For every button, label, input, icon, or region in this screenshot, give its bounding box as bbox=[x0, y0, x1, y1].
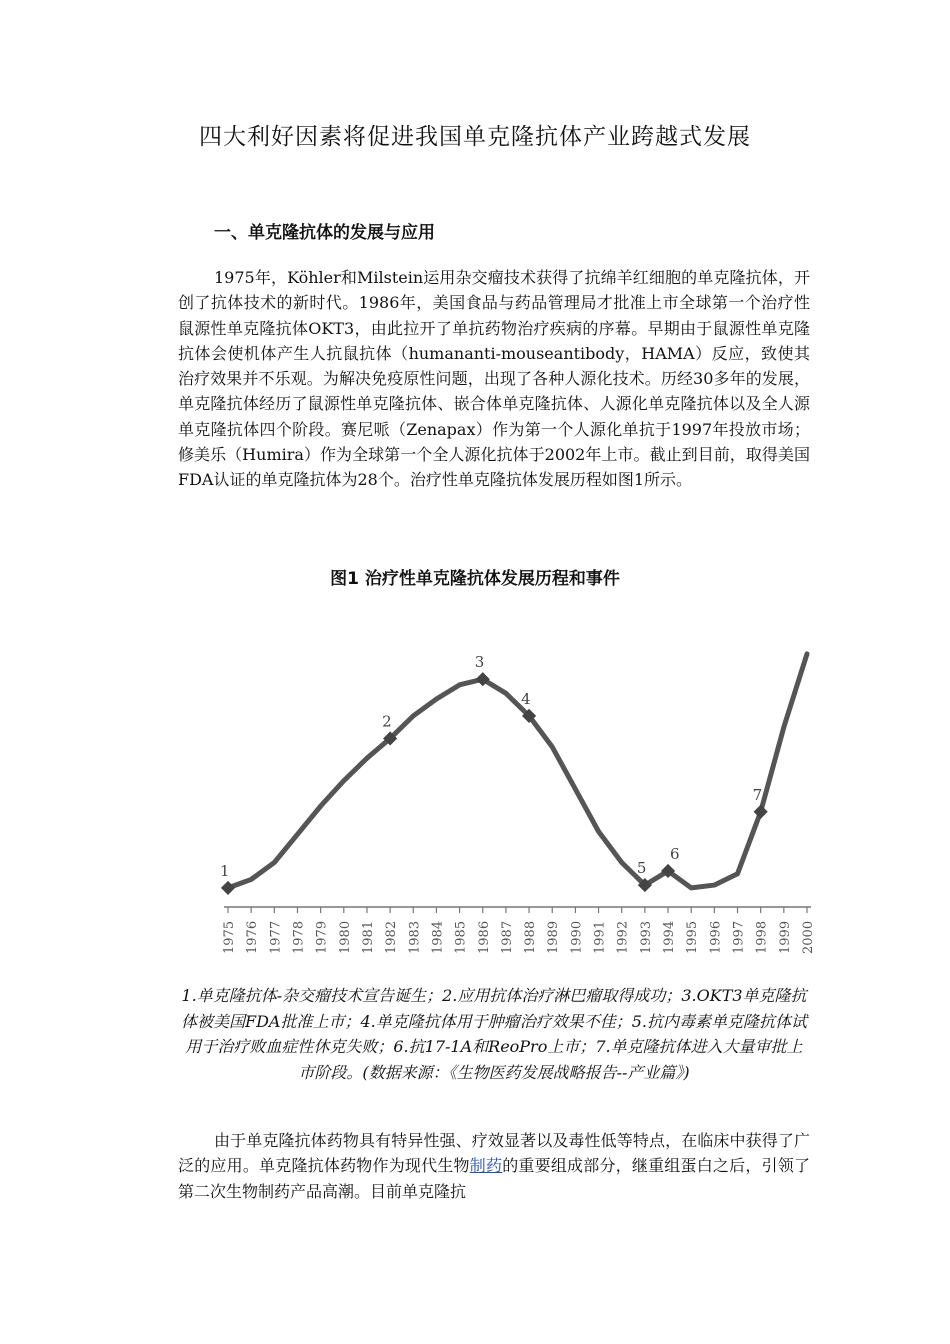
x-tick-label: 1994 bbox=[662, 920, 678, 954]
paragraph-2-text-start: 由于单克隆抗体药物具有特异性强、疗效显著以及毒性低等特点，在临床中获得了广泛的应用。单克隆抗体药物作为现代生物 bbox=[178, 1131, 810, 1176]
x-tick-label: 1991 bbox=[592, 920, 608, 954]
x-tick-label: 1987 bbox=[499, 920, 515, 954]
series-line bbox=[228, 654, 807, 888]
section-heading: 一、单克隆抗体的发展与应用 bbox=[214, 223, 435, 243]
x-tick-label: 1992 bbox=[615, 920, 631, 954]
x-tick-label: 1977 bbox=[268, 920, 284, 954]
x-tick-label: 1986 bbox=[476, 920, 492, 954]
x-tick-label: 1985 bbox=[453, 920, 469, 954]
figure-caption: 1.单克隆抗体-杂交瘤技术宣告诞生；2.应用抗体治疗淋巴瘤取得成功；3.OKT3单克隆抗体被美国FDA批准上市；4.单克隆抗体用于肿瘤治疗效果不佳；5.抗内毒素单克隆抗体试用于治疗败血症性休克失败；6.抗17-1A和ReoPro上市；7.单克隆抗体进入大量审批上市阶段。(数据来源：《生物医药发展战略报告--产业篇》) bbox=[180, 986, 808, 1082]
event-marker-label: 4 bbox=[521, 689, 531, 708]
paragraph-1: 1975年，Köhler和Milstein运用杂交瘤技术获得了抗绵羊红细胞的单克隆抗体，开创了抗体技术的新时代。1986年，美国食品与药品管理局才批准上市全球第一个治疗性鼠源性单克隆抗体OKT3，由此拉开了单抗药物治疗疾病的序幕。早期由于鼠源性单克隆抗体会使机体产生人抗鼠抗体（humananti-mouseantibody，HAMA）反应，致使其治疗效果并不乐观。为解决免疫原性问题，出现了各种人源化技术。历经30多年的发展，单克隆抗体经历了鼠源性单克隆抗体、嵌合体单克隆抗体、人源化单克隆抗体以及全人源单克隆抗体四个阶段。赛尼哌（Zenapax）作为第一个人源化单抗于1997年投放市场；修美乐（Humira）作为全球第一个全人源化抗体于2002年上市。截止到目前，取得美国FDA认证的单克隆抗体为28个。治疗性单克隆抗体发展历程如图1所示。 bbox=[178, 268, 810, 490]
figure-title: 图1 治疗性单克隆抗体发展历程和事件 bbox=[330, 569, 620, 589]
x-tick-label: 1982 bbox=[384, 920, 400, 954]
event-marker-label: 6 bbox=[670, 844, 680, 863]
event-marker-label: 2 bbox=[382, 712, 392, 731]
event-marker-label: 5 bbox=[636, 859, 647, 878]
paragraph-2 bbox=[178, 1128, 810, 1204]
x-tick-label: 1975 bbox=[222, 920, 237, 954]
event-marker-label: 1 bbox=[220, 861, 230, 880]
x-tick-label: 1979 bbox=[314, 920, 330, 954]
x-tick-label: 1990 bbox=[569, 920, 585, 954]
document-title: 四大利好因素将促进我国单克隆抗体产业跨越式发展 bbox=[199, 124, 751, 150]
development-chart bbox=[210, 612, 820, 957]
x-tick-label: 1978 bbox=[291, 920, 307, 954]
x-tick-label: 1983 bbox=[407, 920, 423, 954]
x-tick-label: 1999 bbox=[777, 920, 793, 954]
x-tick-label: 1984 bbox=[430, 920, 446, 954]
x-tick-label: 1976 bbox=[245, 920, 261, 954]
event-marker bbox=[221, 881, 235, 895]
x-tick-label: 1996 bbox=[708, 920, 724, 954]
x-tick-label: 2000 bbox=[801, 920, 816, 954]
x-tick-label: 1997 bbox=[731, 920, 747, 954]
x-tick-label: 1981 bbox=[360, 920, 376, 954]
paragraph-2-text-end: 的重要组成部分，继重组蛋白之后，引领了第二次生物制药产品高潮。目前单克隆抗 bbox=[178, 1156, 810, 1201]
x-tick-label: 1993 bbox=[638, 920, 654, 954]
event-marker bbox=[754, 805, 768, 819]
event-marker-label: 7 bbox=[752, 785, 763, 804]
pharma-link[interactable]: 制药 bbox=[469, 1156, 503, 1176]
x-tick-label: 1988 bbox=[523, 920, 539, 954]
x-tick-label: 1980 bbox=[337, 920, 353, 954]
x-tick-label: 1989 bbox=[546, 920, 562, 954]
x-tick-label: 1998 bbox=[754, 920, 770, 954]
x-tick-label: 1995 bbox=[685, 920, 701, 954]
event-marker-label: 3 bbox=[474, 653, 485, 672]
